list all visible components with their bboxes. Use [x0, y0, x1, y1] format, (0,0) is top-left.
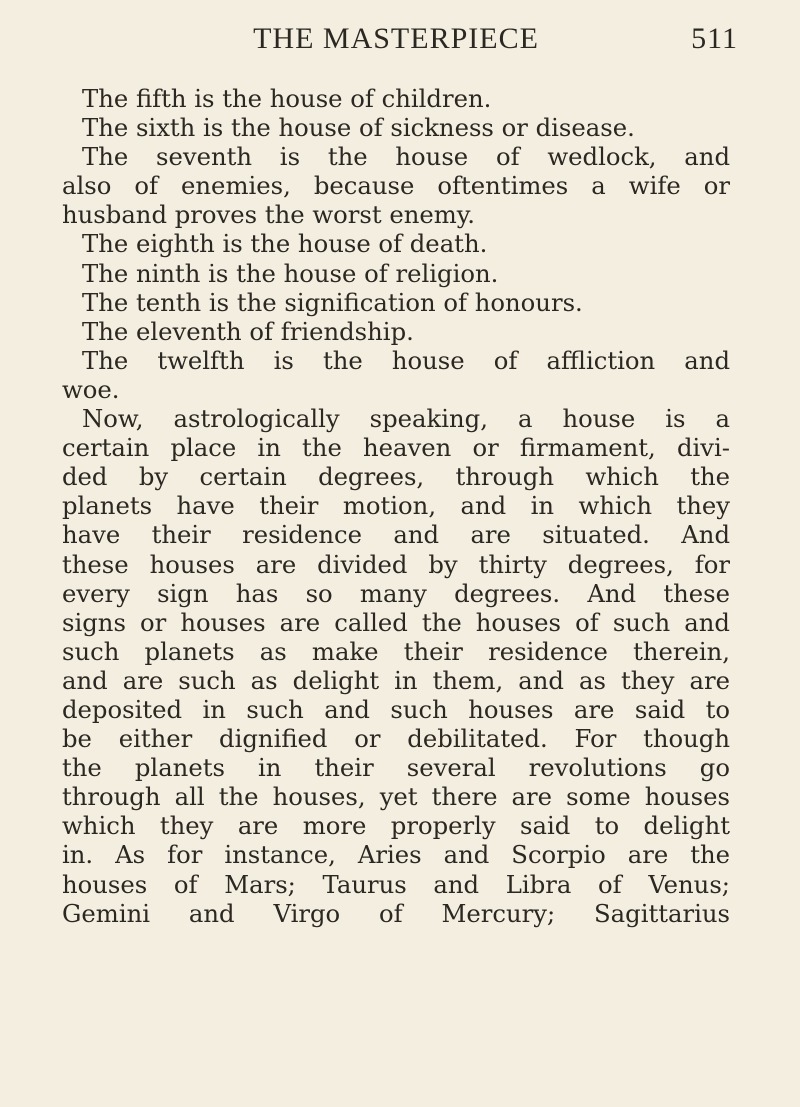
text-line: planets have their motion, and in which they — [62, 491, 730, 521]
text-line: such planets as make their residence therein, — [62, 636, 730, 666]
text-line: deposited in such and such houses are said to — [62, 694, 730, 724]
text-line: which they are more properly said to delight — [62, 811, 730, 841]
text-line: woe. — [62, 374, 120, 404]
text-line: and are such as delight in them, and as they are — [62, 665, 730, 695]
text-line: The twelfth is the house of affliction and — [82, 345, 730, 375]
text-line: have their residence and are situated. And — [62, 520, 730, 550]
text-line: The eighth is the house of death. — [82, 229, 488, 259]
text-line: The ninth is the house of religion. — [82, 258, 499, 288]
text-line: Now, astrologically speaking, a house is a — [82, 404, 730, 434]
text-line: ded by certain degrees, through which the — [62, 462, 730, 492]
text-line: The seventh is the house of wedlock, and — [82, 142, 730, 172]
running-title: THE MASTERPIECE — [253, 22, 539, 55]
text-line: The fifth is the house of children. — [82, 84, 492, 113]
text-line: in. As for instance, Aries and Scorpio are the — [62, 840, 730, 870]
text-line: husband proves the worst enemy. — [62, 200, 475, 230]
page-number: 511 — [691, 22, 738, 55]
text-line: certain place in the heaven or firmament, divi- — [62, 433, 730, 463]
text-line: Gemini and Virgo of Mercury; Sagittarius — [62, 898, 730, 928]
text-line: these houses are divided by thirty degrees, for — [62, 549, 730, 579]
text-line: be either dignified or debilitated. For though — [62, 724, 730, 754]
text-line: The sixth is the house of sickness or disease. — [82, 113, 635, 143]
text-line: also of enemies, because oftentimes a wife or — [62, 171, 730, 201]
running-head — [62, 0, 738, 55]
text-line: The tenth is the signification of honours. — [82, 287, 583, 317]
text-line: houses of Mars; Taurus and Libra of Venus; — [62, 869, 730, 899]
text-line: signs or houses are called the houses of such and — [62, 607, 730, 637]
body-text — [62, 84, 730, 928]
text-line: The eleventh of friendship. — [82, 316, 414, 346]
text-line: the planets in their several revolutions go — [62, 753, 730, 783]
text-line: every sign has so many degrees. And these — [62, 578, 730, 608]
text-line: through all the houses, yet there are some houses — [62, 782, 730, 812]
